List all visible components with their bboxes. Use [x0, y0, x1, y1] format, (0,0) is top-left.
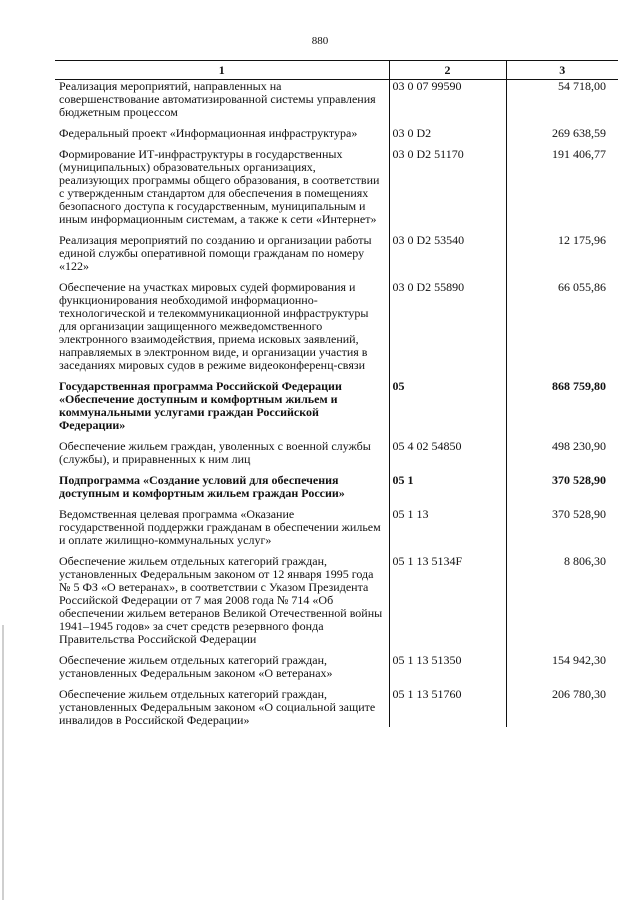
row-name-cell: Формирование ИТ-инфраструктуры в государственных (муниципальных) образовательных организациях, реализующих программы общего образования, в соответствии с утвержденным стандартом для обеспечения в помещениях безопасного доступа к государственным, муниципальным и иным информационным системам, а также к сети «Интернет» — [59, 147, 380, 226]
page-number: 880 — [311, 35, 329, 47]
row-name-cell: Обеспечение на участках мировых судей формирования и функционирования необходимой информационно-технологической и телекоммуникационной инфраструктуры для организации защищенного межведомственного электронного взаимодействия, приема исковых заявлений, направляемых в электронном виде, и организации участия в заседаниях мировых судов в режиме видеоконференц-связи — [59, 280, 369, 372]
row-amount-cell: 370 528,90 — [506, 508, 618, 547]
table-row — [55, 508, 618, 547]
row-code-cell: 03 0 D2 53540 — [389, 234, 506, 273]
row-amount-cell: 498 230,90 — [506, 440, 618, 466]
row-name-cell: Подпрограмма «Создание условий для обеспечения доступным и комфортным жильем граждан России» — [59, 473, 345, 500]
table-row — [55, 281, 618, 372]
table-row — [55, 688, 618, 727]
row-amount-cell: 269 638,59 — [506, 127, 618, 140]
spacer-cell — [389, 372, 506, 380]
row-amount-cell: 154 942,30 — [506, 654, 618, 680]
row-name-cell: Реализация мероприятий, направленных на совершенствование автоматизированной системы управления бюджетным процессом — [59, 79, 376, 119]
row-amount-cell: 66 055,86 — [506, 281, 618, 372]
row-amount-cell: 370 528,90 — [506, 474, 618, 500]
row-code-cell: 03 0 D2 51170 — [389, 148, 506, 226]
row-amount-cell: 206 780,30 — [506, 688, 618, 727]
table-row — [55, 474, 618, 500]
row-code-cell: 05 1 13 51350 — [389, 654, 506, 680]
table-row — [55, 148, 618, 226]
budget-table-container — [55, 60, 618, 727]
row-code-cell: 03 0 D2 55890 — [389, 281, 506, 372]
column-header-3: 3 — [506, 61, 618, 80]
row-name-cell: Обеспечение жильем отдельных категорий граждан, установленных Федеральным законом «О социальной защите инвалидов в Российской Федерации» — [59, 687, 376, 727]
row-amount-cell: 12 175,96 — [506, 234, 618, 273]
scan-edge-line — [2, 625, 4, 900]
row-code-cell: 05 1 13 51760 — [389, 688, 506, 727]
row-code-cell: 05 — [389, 380, 506, 432]
row-name-cell: Федеральный проект «Информационная инфраструктура» — [59, 126, 358, 140]
row-name-cell: Обеспечение жильем отдельных категорий граждан, установленных Федеральным законом от 12 января 1995 года № 5 ФЗ «О ветеранах», в соответствии с Указом Президента Российской Федерации от 7 мая 2008 года № 714 «Об обеспечении жильем ветеранов Великой Отечественной войны 1941–1945 годов» за счет средств резервного фонда Правительства Российской Федерации — [59, 554, 383, 646]
row-code-cell: 05 1 13 5134F — [389, 555, 506, 646]
table-row — [55, 654, 618, 680]
row-name-cell: Обеспечение жильем отдельных категорий граждан, установленных Федеральным законом «О ветеранах» — [59, 653, 333, 680]
row-name-cell: Государственная программа Российской Федерации «Обеспечение доступным и комфортным жильем и коммунальными услугами граждан Российской Федерации» — [59, 379, 342, 432]
row-name-cell: Реализация мероприятий по созданию и организации работы единой службы оперативной помощи гражданам по номеру «122» — [59, 233, 372, 273]
row-name-cell: Обеспечение жильем граждан, уволенных с военной службы (службы), и приравненных к ним лиц — [59, 439, 371, 466]
row-name-cell: Ведомственная целевая программа «Оказание государственной поддержки гражданам в обеспечении жильем и оплате жилищно-коммунальных услуг» — [59, 507, 381, 547]
table-row — [55, 80, 618, 120]
row-code-cell: 05 1 — [389, 474, 506, 500]
row-amount-cell: 191 406,77 — [506, 148, 618, 226]
table-header-row — [55, 61, 618, 80]
row-code-cell: 03 0 07 99590 — [389, 80, 506, 120]
column-header-2: 2 — [389, 61, 506, 80]
budget-table — [55, 60, 618, 727]
table-row — [55, 440, 618, 466]
table-body — [55, 80, 618, 728]
table-row — [55, 380, 618, 432]
row-code-cell: 05 4 02 54850 — [389, 440, 506, 466]
column-header-1: 1 — [55, 61, 389, 80]
row-code-cell: 05 1 13 — [389, 508, 506, 547]
table-row — [55, 555, 618, 646]
table-row — [55, 127, 618, 140]
row-amount-cell: 54 718,00 — [506, 80, 618, 120]
row-amount-cell: 868 759,80 — [506, 380, 618, 432]
row-amount-cell: 8 806,30 — [506, 555, 618, 646]
table-row — [55, 234, 618, 273]
row-code-cell: 03 0 D2 — [389, 127, 506, 140]
